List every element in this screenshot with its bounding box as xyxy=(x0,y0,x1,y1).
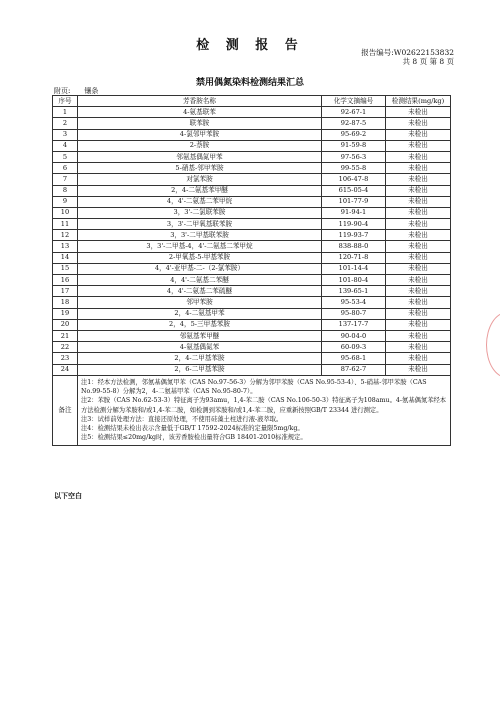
cell-amine-name: 邻氨基苯甲醚 xyxy=(78,330,322,341)
cell-result: 未检出 xyxy=(386,252,451,263)
cell-amine-name: 2，4，5-三甲基苯胺 xyxy=(78,319,322,330)
table-row xyxy=(53,286,451,297)
cell-amine-name: 2-萘胺 xyxy=(78,140,322,151)
table-row xyxy=(53,174,451,185)
table-row xyxy=(53,230,451,241)
cell-index: 18 xyxy=(53,297,78,308)
table-row xyxy=(53,185,451,196)
cell-cas-number: 60-09-3 xyxy=(322,342,386,353)
cell-amine-name: 联苯胺 xyxy=(78,118,322,129)
cell-index: 19 xyxy=(53,308,78,319)
cell-amine-name: 5-硝基-邻甲苯胺 xyxy=(78,163,322,174)
cell-result: 未检出 xyxy=(386,330,451,341)
cell-cas-number: 92-67-1 xyxy=(322,107,386,118)
section-title: 禁用偶氮染料检测结果汇总 xyxy=(195,78,304,88)
header-result: 检测结果(mg/kg) xyxy=(386,96,451,107)
cell-cas-number: 97-56-3 xyxy=(322,151,386,162)
cell-amine-name: 4-氨基偶氮苯 xyxy=(78,342,322,353)
cell-result: 未检出 xyxy=(386,308,451,319)
cell-index: 24 xyxy=(53,364,78,375)
cell-index: 14 xyxy=(53,252,78,263)
cell-result: 未检出 xyxy=(386,140,451,151)
cell-amine-name: 4-氨基联苯 xyxy=(78,107,322,118)
header-cas-number: 化学文摘编号 xyxy=(322,96,386,107)
table-row xyxy=(53,107,451,118)
cell-cas-number: 92-87-5 xyxy=(322,118,386,129)
note-3: 注3：试样前处理方法：直接还原处理，不使用硅藻土柱进行液-液萃取。 xyxy=(81,415,283,423)
cell-cas-number: 90-04-0 xyxy=(322,330,386,341)
cell-index: 15 xyxy=(53,263,78,274)
attachment-value: 镶条 xyxy=(84,87,99,95)
cell-cas-number: 95-53-4 xyxy=(322,297,386,308)
cell-cas-number: 120-71-8 xyxy=(322,252,386,263)
cell-amine-name: 4，4'-二氨基二苯硫醚 xyxy=(78,286,322,297)
cell-index: 6 xyxy=(53,163,78,174)
table-row xyxy=(53,140,451,151)
header-amine-name: 芳香胺名称 xyxy=(78,96,322,107)
table-header-row xyxy=(53,96,451,107)
cell-index: 7 xyxy=(53,174,78,185)
table-row xyxy=(53,118,451,129)
table-row xyxy=(53,364,451,375)
table-row xyxy=(53,163,451,174)
cell-cas-number: 91-59-8 xyxy=(322,140,386,151)
header-index: 序号 xyxy=(53,96,78,107)
cell-amine-name: 2-甲氧基-5-甲基苯胺 xyxy=(78,252,322,263)
cell-result: 未检出 xyxy=(386,297,451,308)
table-row xyxy=(53,275,451,286)
cell-cas-number: 91-94-1 xyxy=(322,207,386,218)
cell-index: 17 xyxy=(53,286,78,297)
cell-cas-number: 137-17-7 xyxy=(322,319,386,330)
cell-result: 未检出 xyxy=(386,129,451,140)
notes-row xyxy=(53,375,451,445)
cell-amine-name: 3，3'-二甲氧基联苯胺 xyxy=(78,219,322,230)
note-1: 注1：经本方法检测，邻氨基偶氮甲苯（CAS No.97-56-3）分解为邻甲苯胺（CAS No.95-53-4）、5-硝基-邻甲苯胺（CAS No.99-55-8）分解为2，4-二氨基甲苯（CAS No.95-80-7）。 xyxy=(81,378,427,395)
cell-result: 未检出 xyxy=(386,286,451,297)
report-number: 报告编号:W02622153832 xyxy=(361,48,454,57)
seal-stamp xyxy=(486,312,500,378)
cell-amine-name: 4，4'-亚甲基-二-（2-氯苯胺） xyxy=(78,263,322,274)
cell-cas-number: 101-14-4 xyxy=(322,263,386,274)
cell-amine-name: 邻氨基偶氮甲苯 xyxy=(78,151,322,162)
cell-index: 10 xyxy=(53,207,78,218)
table-row xyxy=(53,330,451,341)
cell-result: 未检出 xyxy=(386,342,451,353)
cell-amine-name: 3，3'-二氯联苯胺 xyxy=(78,207,322,218)
cell-index: 13 xyxy=(53,241,78,252)
table-row xyxy=(53,219,451,230)
page-info: 共 8 页 第 8 页 xyxy=(402,57,454,66)
cell-index: 2 xyxy=(53,118,78,129)
report-title: 检 测 报 告 xyxy=(196,38,304,53)
results-table xyxy=(52,95,451,446)
cell-amine-name: 2，6-二甲基苯胺 xyxy=(78,364,322,375)
table-row xyxy=(53,353,451,364)
cell-result: 未检出 xyxy=(386,230,451,241)
cell-cas-number: 99-55-8 xyxy=(322,163,386,174)
table-row xyxy=(53,207,451,218)
cell-result: 未检出 xyxy=(386,107,451,118)
cell-result: 未检出 xyxy=(386,151,451,162)
cell-cas-number: 119-90-4 xyxy=(322,219,386,230)
table-row xyxy=(53,342,451,353)
cell-index: 3 xyxy=(53,129,78,140)
cell-result: 未检出 xyxy=(386,319,451,330)
cell-cas-number: 106-47-8 xyxy=(322,174,386,185)
cell-amine-name: 2，4-二甲基苯胺 xyxy=(78,353,322,364)
cell-amine-name: 邻甲苯胺 xyxy=(78,297,322,308)
cell-index: 11 xyxy=(53,219,78,230)
table-row xyxy=(53,241,451,252)
cell-amine-name: 4，4'-二氨基二苯醚 xyxy=(78,275,322,286)
cell-index: 8 xyxy=(53,185,78,196)
cell-index: 5 xyxy=(53,151,78,162)
cell-cas-number: 95-80-7 xyxy=(322,308,386,319)
attachment-label: 附页: xyxy=(54,87,71,95)
notes-label: 备注 xyxy=(53,375,78,445)
cell-result: 未检出 xyxy=(386,275,451,286)
note-2: 注2：苯胺（CAS No.62-53-3）特征离子为93amu，1,4-苯二胺（CAS No.106-50-3）特征离子为108amu。4-氨基偶氮苯经本方法检测分解为苯胺和/或1,4-苯二胺，如检测到苯胺和/或1,4-苯二胺，应重新按照GB/T 23344 进行测定。 xyxy=(81,397,447,414)
cell-result: 未检出 xyxy=(386,219,451,230)
cell-result: 未检出 xyxy=(386,118,451,129)
cell-index: 23 xyxy=(53,353,78,364)
cell-cas-number: 101-80-4 xyxy=(322,275,386,286)
table-row xyxy=(53,319,451,330)
table-row xyxy=(53,151,451,162)
cell-result: 未检出 xyxy=(386,196,451,207)
cell-amine-name: 3，3'-二甲基-4，4'-二氨基二苯甲烷 xyxy=(78,241,322,252)
cell-index: 16 xyxy=(53,275,78,286)
note-4: 注4：检测结果未检出表示含量低于GB/T 17592-2024标准的定量限5mg/kg。 xyxy=(81,425,304,433)
cell-cas-number: 87-62-7 xyxy=(322,364,386,375)
cell-index: 21 xyxy=(53,330,78,341)
table-row xyxy=(53,308,451,319)
cell-cas-number: 139-65-1 xyxy=(322,286,386,297)
table-row xyxy=(53,196,451,207)
table-row xyxy=(53,263,451,274)
cell-amine-name: 2，4-二氨基苯甲醚 xyxy=(78,185,322,196)
cell-result: 未检出 xyxy=(386,207,451,218)
cell-amine-name: 3，3'-二甲基联苯胺 xyxy=(78,230,322,241)
cell-result: 未检出 xyxy=(386,174,451,185)
cell-amine-name: 4，4'-二氨基二苯甲烷 xyxy=(78,196,322,207)
cell-index: 22 xyxy=(53,342,78,353)
table-row xyxy=(53,252,451,263)
cell-cas-number: 101-77-9 xyxy=(322,196,386,207)
cell-result: 未检出 xyxy=(386,353,451,364)
cell-result: 未检出 xyxy=(386,163,451,174)
cell-result: 未检出 xyxy=(386,364,451,375)
cell-index: 4 xyxy=(53,140,78,151)
table-row xyxy=(53,129,451,140)
table-body xyxy=(53,107,451,376)
cell-index: 9 xyxy=(53,196,78,207)
cell-index: 20 xyxy=(53,319,78,330)
cell-cas-number: 95-68-1 xyxy=(322,353,386,364)
cell-cas-number: 95-69-2 xyxy=(322,129,386,140)
table-row xyxy=(53,297,451,308)
cell-cas-number: 119-93-7 xyxy=(322,230,386,241)
cell-result: 未检出 xyxy=(386,241,451,252)
cell-amine-name: 对氯苯胺 xyxy=(78,174,322,185)
cell-result: 未检出 xyxy=(386,185,451,196)
cell-index: 12 xyxy=(53,230,78,241)
notes-cell xyxy=(78,375,451,445)
note-5: 注5：检测结果≤20mg/kg时，该芳香胺检出量符合GB 18401-2010标准规定。 xyxy=(81,434,307,442)
cell-result: 未检出 xyxy=(386,263,451,274)
cell-index: 1 xyxy=(53,107,78,118)
cell-cas-number: 615-05-4 xyxy=(322,185,386,196)
end-marker: 以下空白 xyxy=(54,491,82,500)
cell-cas-number: 838-88-0 xyxy=(322,241,386,252)
cell-amine-name: 2，4-二氨基甲苯 xyxy=(78,308,322,319)
cell-amine-name: 4-氯邻甲苯胺 xyxy=(78,129,322,140)
